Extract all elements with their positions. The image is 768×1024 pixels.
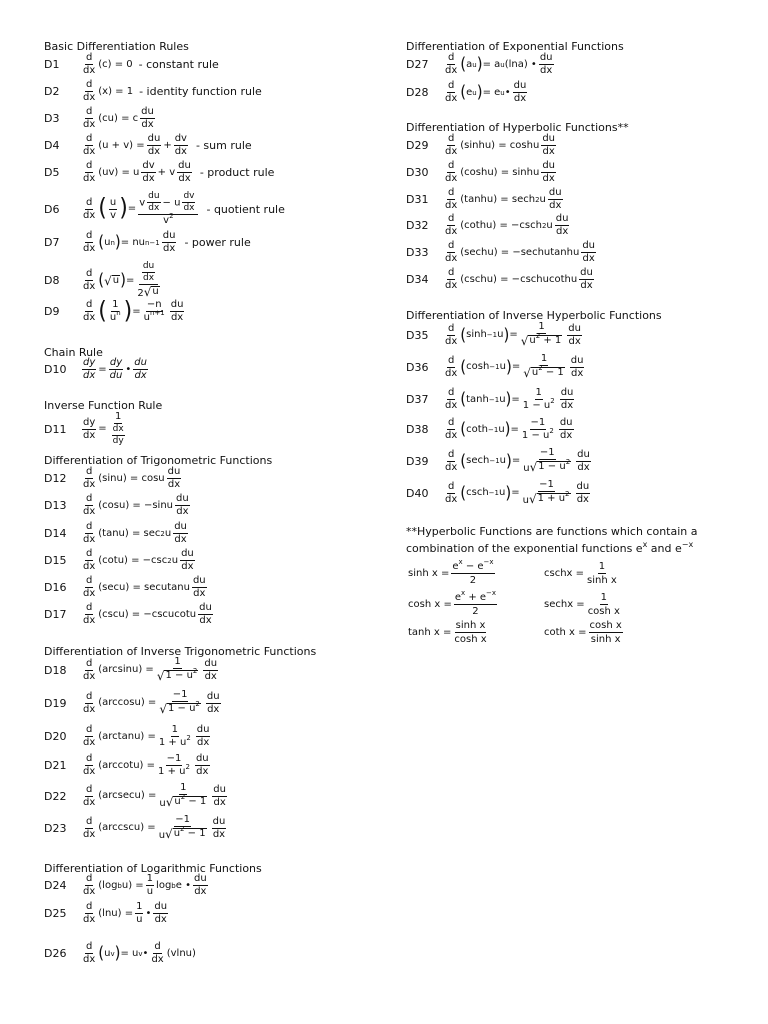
- hyperbolic-note-line1: **Hyperbolic Functions are functions which contain a: [406, 525, 698, 538]
- rule-label: D4: [44, 139, 60, 152]
- sech-definition: sechx = 1 cosh x: [544, 592, 620, 617]
- rule-label: D20: [44, 730, 67, 743]
- rule-label: D19: [44, 696, 67, 710]
- rule-label: D9: [44, 305, 60, 318]
- inverse-function-heading: Inverse Function Rule: [44, 399, 163, 412]
- rule-label: D12: [44, 472, 67, 485]
- rule-label: D40: [406, 486, 429, 500]
- rule-description: - identity function rule: [139, 85, 262, 98]
- rule-d23: D23 d dx (arccscu) = −1 u √ $u^2 - 1$ du dx: [44, 814, 226, 841]
- rule-d40: D40 d dx ( csch −1 u ) = −1 u √ $1 + u^2$ du dx: [406, 479, 590, 506]
- basic-rules-heading: Basic Differentiation Rules: [44, 40, 189, 53]
- hyperbolic-note-line2: combination of the exponential functions $e^x$ and $e^{-x}$: [406, 540, 694, 555]
- rule-d31: D31 d dx (tanhu) = sech 2 u du dx: [406, 187, 562, 211]
- rule-d12: D12 d dx (sinu) = cosu du dx: [44, 466, 181, 490]
- rule-d35: D35 d dx ( sinh −1 u ) = 1 √ $u^2 + 1$ du dx: [406, 321, 581, 348]
- rule-d5: D5 d dx (uv) = u dv dx + v du dx - product rule: [44, 160, 275, 184]
- chain-rule-heading: Chain Rule: [44, 346, 103, 359]
- coth-definition: coth x = cosh x sinh x: [544, 620, 622, 645]
- rule-d37: D37 d dx ( tanh −1 u ) = 1 $1 - u^2$ du dx: [406, 387, 574, 411]
- rule-label: D16: [44, 581, 67, 594]
- rule-d27: D27 d dx ( a u ) = a u (lna) • du dx: [406, 52, 553, 76]
- rule-d26: D26 d dx ( u v ) = u v • d dx (vlnu): [44, 941, 196, 965]
- rule-d17: D17 d dx (cscu) = −cscucotu du dx: [44, 602, 212, 626]
- rule-d38: D38 d dx ( coth −1 u ) = −1 $1 - u^2$ du dx: [406, 417, 573, 441]
- rule-d32: D32 d dx (cothu) = −csch 2 u du dx: [406, 213, 569, 237]
- rule-label: D30: [406, 166, 429, 179]
- log-heading: Differentiation of Logarithmic Functions: [44, 862, 262, 875]
- rule-d29: D29 d dx (sinhu) = coshu du dx: [406, 133, 555, 157]
- rule-label: D11: [44, 422, 67, 436]
- rule-label: D2: [44, 85, 60, 98]
- rule-label: D25: [44, 907, 67, 920]
- rule-d39: D39 d dx ( sech −1 u ) = −1 u √ $1 - u^2$ du dx: [406, 447, 590, 474]
- rule-label: D34: [406, 273, 429, 286]
- rule-description: - constant rule: [138, 58, 219, 71]
- rule-d34: D34 d dx (cschu) = −cschucothu du dx: [406, 267, 593, 291]
- rule-d3: D3 d dx (cu) = c du dx: [44, 106, 154, 130]
- rule-label: D13: [44, 499, 67, 512]
- rule-label: D36: [406, 360, 429, 374]
- sinh-definition: sinh x = $e^x - e^{-x}$ 2: [408, 558, 494, 586]
- rule-label: D21: [44, 759, 67, 772]
- rule-d22: D22 d dx (arcsecu) = 1 u √ $u^2 - 1$ du dx: [44, 782, 226, 809]
- cosh-definition: cosh x = $e^x + e^{-x}$ 2: [408, 589, 497, 617]
- rule-label: D1: [44, 58, 60, 71]
- rule-description: - product rule: [199, 166, 275, 179]
- rule-d9: D9 d dx ( 1 $u^n$ ) = −n $u^{n+1}$ du dx: [44, 297, 184, 325]
- rule-d1: D1 d dx (c) = 0 - constant rule: [44, 52, 219, 76]
- rule-d25: D25 d dx (lnu) = 1 u • du dx: [44, 901, 168, 925]
- rule-label: D31: [406, 193, 429, 206]
- rule-d33: D33 d dx (sechu) = −sechutanhu du dx: [406, 240, 596, 264]
- rule-label: D35: [406, 328, 429, 342]
- rule-d11: D11 dy dx = 1 $\frac{dx}{dy}$: [44, 411, 124, 446]
- hyperbolic-heading: Differentiation of Hyperbolic Functions**: [406, 121, 629, 134]
- rule-d6: D6 d dx ( u v ) = v $\frac{du}{dx}$ − u $\frac{dv}{dx}$ $v^2$ - quotient rule: [44, 191, 285, 226]
- rule-d15: D15 d dx (cotu) = −csc 2 u du dx: [44, 548, 194, 572]
- rule-label: D29: [406, 139, 429, 152]
- note-text: combination of the exponential functions e: [406, 542, 643, 555]
- rule-label: D39: [406, 454, 429, 468]
- rule-label: D5: [44, 166, 60, 179]
- rule-label: D14: [44, 527, 67, 540]
- csch-definition: cschx = 1 sinh x: [544, 561, 617, 586]
- rule-d24: D24 d dx (log b u) = 1 u log b e • du dx: [44, 873, 207, 897]
- rule-label: D24: [44, 879, 67, 892]
- rule-label: D7: [44, 236, 60, 249]
- inverse-trig-heading: Differentiation of Inverse Trigonometric Functions: [44, 645, 317, 658]
- rule-label: D23: [44, 821, 67, 835]
- rule-label: D32: [406, 219, 429, 232]
- rule-label: D3: [44, 112, 60, 125]
- rule-label: D10: [44, 363, 67, 376]
- rule-description: - sum rule: [195, 139, 252, 152]
- rule-d13: D13 d dx (cosu) = −sinu du dx: [44, 493, 189, 517]
- exponential-heading: Differentiation of Exponential Functions: [406, 40, 624, 53]
- rule-description: - power rule: [184, 236, 251, 249]
- rule-d16: D16 d dx (secu) = secutanu du dx: [44, 575, 206, 599]
- rule-label: D17: [44, 608, 67, 621]
- rule-label: D8: [44, 274, 60, 287]
- rule-d21: D21 d dx (arccotu) = −1 $1 + u^2$ du dx: [44, 753, 209, 777]
- rule-label: D37: [406, 393, 429, 406]
- rule-d2: D2 d dx (x) = 1 - identity function rule: [44, 79, 262, 103]
- rule-label: D6: [44, 202, 60, 216]
- rule-d28: D28 d dx ( e u ) = e u • du dx: [406, 80, 527, 104]
- rule-d20: D20 d dx (arctanu) = 1 $1 + u^2$ du dx: [44, 724, 210, 748]
- rule-label: D22: [44, 789, 67, 803]
- rule-label: D15: [44, 554, 67, 567]
- rule-d4: D4 d dx (u + v) = du dx + dv dx - sum rule: [44, 133, 252, 157]
- rule-label: D26: [44, 947, 67, 960]
- rule-d14: D14 d dx (tanu) = sec 2 u du dx: [44, 521, 187, 545]
- rule-d10: D10 dy dx = dy du • du dx: [44, 357, 147, 381]
- rule-d30: D30 d dx (coshu) = sinhu du dx: [406, 160, 555, 184]
- inverse-hyperbolic-heading: Differentiation of Inverse Hyperbolic Functions: [406, 309, 662, 322]
- trig-heading: Differentiation of Trigonometric Functions: [44, 454, 273, 467]
- rule-d19: D19 d dx (arccosu) = −1 √ $1 - u^2$ du dx: [44, 689, 220, 716]
- rule-d7: D7 d dx ( u n ) = nu n−1 du dx - power rule: [44, 230, 251, 254]
- rule-d8: D8 d dx ( √ u ) = $\frac{du}{dx}$ 2 √ u: [44, 261, 159, 299]
- rule-label: D28: [406, 86, 429, 99]
- rule-description: - quotient rule: [206, 202, 285, 216]
- rule-label: D18: [44, 663, 67, 677]
- rule-label: D38: [406, 423, 429, 436]
- tanh-definition: tanh x = sinh x cosh x: [408, 620, 487, 645]
- rule-d18: D18 d dx (arcsinu) = 1 √ $1 - u^2$ du dx: [44, 656, 218, 683]
- rule-d36: D36 d dx ( cosh −1 u ) = 1 √ $u^2 - 1$ du dx: [406, 353, 584, 380]
- rule-label: D33: [406, 246, 429, 259]
- rule-label: D27: [406, 58, 429, 71]
